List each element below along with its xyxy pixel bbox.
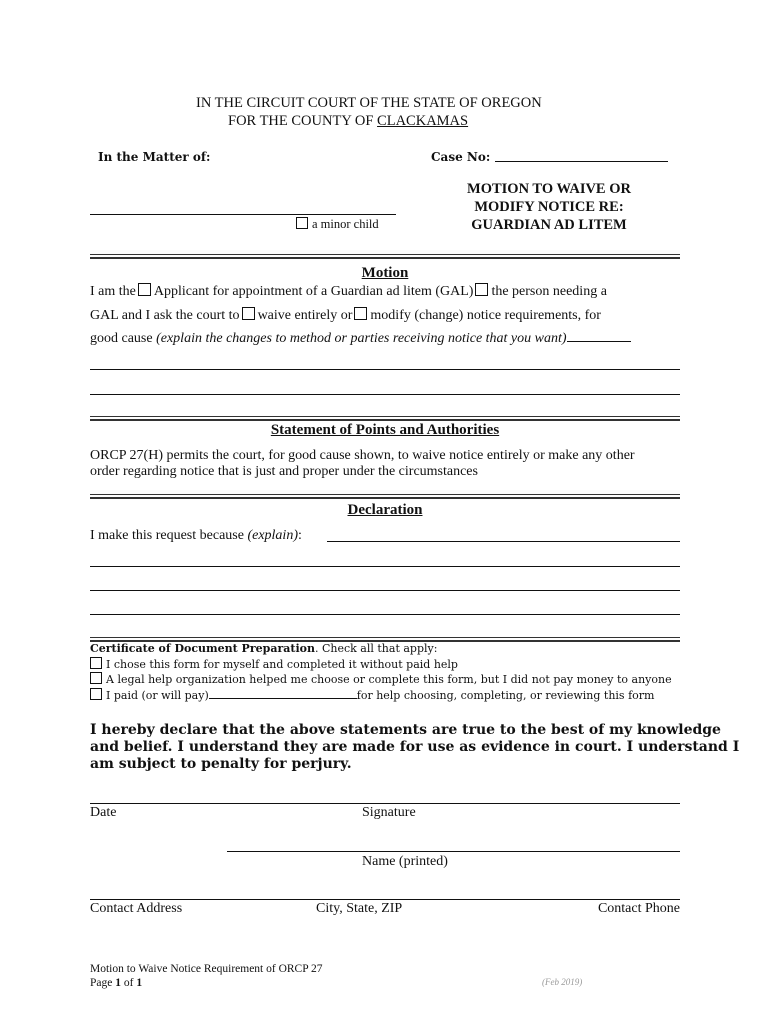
county-prefix: FOR THE COUNTY OF [228,113,374,129]
modify-notice-checkbox[interactable] [354,307,367,320]
cert-option-1-checkbox[interactable] [90,657,102,669]
page-word: Page [90,977,113,989]
of-word: of [123,977,134,989]
waive-entirely-checkbox[interactable] [242,307,255,320]
request-field-2[interactable] [90,566,680,567]
footer-form-title: Motion to Waive Notice Requirement of ORCP 27 [90,963,323,975]
cert-option-2-label: A legal help organization helped me choose or complete this form, but I did not pay money to anyone [106,673,672,686]
cert-option-3-label-a: I paid (or will pay) [106,688,209,702]
divider-declaration [90,494,680,499]
revision-date: (Feb 2019) [542,977,583,987]
title-line-2: MODIFY NOTICE RE: [474,199,624,215]
county-name: CLACKAMAS [377,113,469,129]
motion-heading: Motion [361,265,409,281]
points-text [90,448,635,480]
motion-l1-text: I am the [90,284,136,299]
contact-address-label: Contact Address [90,901,183,916]
contact-phone-label: Contact Phone [597,901,680,916]
person-needing-gal-label: the person needing a [491,284,607,299]
city-state-zip-label: City, State, ZIP [316,901,403,916]
page-total: 1 [136,977,143,989]
attestation-line-2: and belief. I understand they are made for use as evidence in court. I understand I [90,739,740,755]
footer [90,962,323,990]
good-cause-field[interactable] [567,341,631,342]
person-needing-gal-checkbox[interactable] [475,283,488,296]
request-explain: (explain) [247,528,298,543]
good-cause-instructions: (explain the changes to method or parties receiving notice that you want) [156,331,567,346]
attestation-line-3: am subject to penalty for perjury. [90,756,352,772]
certificate-title-line [90,642,672,657]
request-line [90,528,302,544]
attestation-line-1: I hereby declare that the above statements are true to the best of my knowledge [90,722,721,738]
declaration-heading: Declaration [347,502,423,518]
minor-child-checkbox[interactable] [296,217,308,229]
cert-option-1[interactable] [90,657,672,673]
certificate-instruction: . Check all that apply: [314,642,438,655]
case-no-label: Case No: [431,150,491,164]
contact-line[interactable] [90,899,680,900]
document-title [420,180,678,234]
footer-page [90,976,323,990]
title-line-1: MOTION TO WAIVE OR [467,181,631,197]
cert-option-2[interactable] [90,672,672,688]
request-colon: : [297,528,302,543]
name-printed-line[interactable] [227,851,680,852]
case-no-field[interactable] [495,161,668,162]
good-cause-text: good cause [90,331,153,346]
cert-option-3-label-b: for help choosing, completing, or reviewing this form [356,688,655,702]
certificate-title: Certificate of Document Preparation [90,642,315,655]
waive-entirely-label: waive entirely or [257,308,353,323]
request-text: I make this request because [90,528,244,543]
divider-top [90,254,680,259]
cert-option-3[interactable] [90,688,672,704]
matter-label: In the Matter of: [98,150,211,164]
cert-option-2-checkbox[interactable] [90,672,102,684]
date-label: Date [90,805,117,820]
divider-points [90,416,680,421]
points-heading: Statement of Points and Authorities [270,422,500,438]
minor-child-label: a minor child [312,217,379,231]
good-cause-line-3[interactable] [90,394,680,395]
date-signature-line[interactable] [90,803,680,804]
signature-label: Signature [362,805,416,820]
applicant-checkbox[interactable] [138,283,151,296]
matter-name-field[interactable] [90,214,396,215]
attestation [90,722,739,773]
modify-notice-label: modify (change) notice requirements, for [370,308,601,323]
county-line [228,112,468,130]
certificate-section [90,642,672,703]
applicant-label: Applicant for appointment of a Guardian ad litem (GAL) [153,284,474,299]
title-line-3: GUARDIAN AD LITEM [471,217,627,233]
request-field-4[interactable] [90,614,680,615]
request-field-1[interactable] [327,541,680,542]
points-line-2: order regarding notice that is just and proper under the circumstances [90,464,478,479]
cert-option-1-label: I chose this form for myself and completed it without paid help [106,657,458,671]
cert-option-3-checkbox[interactable] [90,688,102,700]
court-line: IN THE CIRCUIT COURT OF THE STATE OF OREGON [196,95,542,111]
motion-line-1 [90,283,607,300]
motion-line-2 [90,307,601,324]
page-number: 1 [115,977,121,989]
motion-line-3 [90,331,631,347]
points-line-1: ORCP 27(H) permits the court, for good cause shown, to waive notice entirely or make any other [90,448,635,463]
paid-to-field[interactable] [209,698,357,699]
request-field-3[interactable] [90,590,680,591]
good-cause-line-2[interactable] [90,369,680,370]
motion-l2-text: GAL and I ask the court to [90,308,240,323]
name-printed-label: Name (printed) [362,854,448,869]
minor-child-option[interactable] [296,217,379,232]
